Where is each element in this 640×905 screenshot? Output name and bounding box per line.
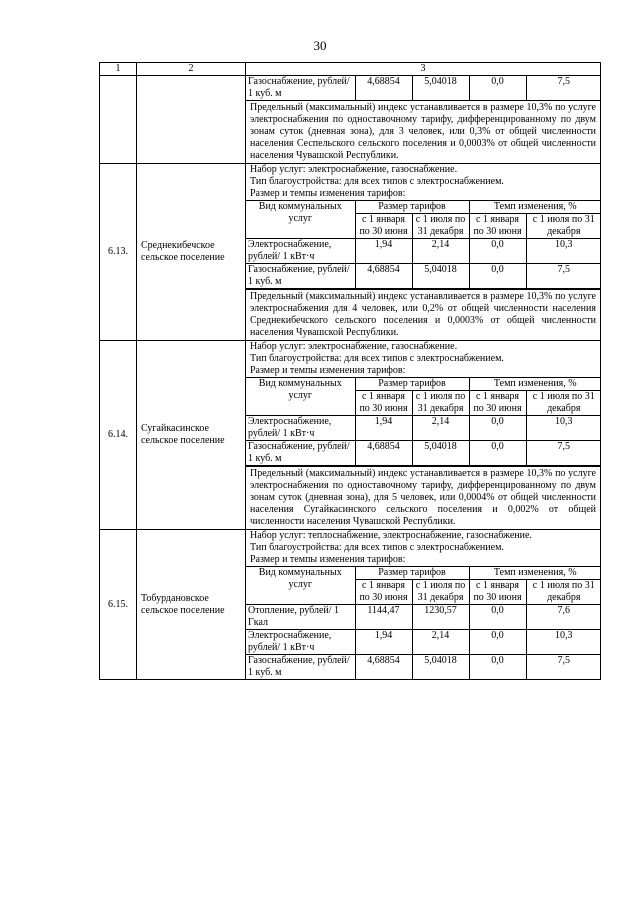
- col-service-header: Вид коммунальных услуг: [246, 201, 355, 239]
- header-col-3: 3: [246, 63, 601, 76]
- table-row: [100, 76, 601, 164]
- continuation-cell: [246, 76, 601, 164]
- sizes-text: Размер и темпы изменения тарифов:: [250, 554, 406, 565]
- tariff-table: [99, 62, 601, 680]
- improvement-text: Тип благоустройства: для всех типов с электроснабжением.: [250, 542, 504, 553]
- settlement-name: Тобурдановское сельское поселение: [137, 530, 246, 680]
- index-text: Предельный (максимальный) индекс устанавливается в размере 10,3% по услуге электроснабжения по одноставочному тарифу, дифференцированному по двум зонам суток (дневная зона), для 3 человек, или 0,3% от общей численности населения Сеспельского сельского поселения и 0,0003% от общей численности населения Чувашской Республики.: [250, 102, 596, 161]
- table-row: [100, 164, 601, 341]
- settlement-name: Среднекибечское сельское поселение: [137, 164, 246, 341]
- col-tariff-header: Размер тарифов: [355, 201, 469, 214]
- index-text: Предельный (максимальный) индекс устанавливается в размере 10,3% по услуге электроснабжения по одноставочному тарифу, дифференцированному по двум зонам суток (дневная зона), для 5 человек, или 0,0004% от общей численности населения Сугайкасинского сельского поселения и 0,002% от общей численности населения Чувашской Республики.: [246, 466, 600, 529]
- tariff-line: Газоснабжение, рублей/ 1 куб. м 4,68854 5,04018 0,0 7,5: [246, 76, 601, 101]
- tariff-subtable: Вид коммунальных услуг Размер тарифов Темп изменения, % с 1 января по 30 июня с 1 июля по 31 декабря с 1 января по 30 июня с 1 июля по 31 декабря Электроснабжение, рублей/ 1 кВт·ч 1,94 2,14 0,0 10,3 Газоснабжение, рублей/ 1 куб. м 4,68854 5,04018 0,0 7,5: [246, 377, 601, 466]
- settlement-name: Сугайкасинское сельское поселение: [137, 341, 246, 530]
- index-text: Предельный (максимальный) индекс устанавливается в размере 10,3% по услуге электроснабжения для 4 человек, или 0,2% от общей численности населения Среднекибечского сельского поселения и 0,0003% от общей численности населения Чувашской Республики.: [246, 289, 600, 340]
- col-rate-header: Темп изменения, %: [469, 378, 601, 391]
- table-row: [100, 530, 601, 680]
- tariff-line: Электроснабжение, рублей/ 1 кВт·ч 1,94 2,14 0,0 10,3: [246, 416, 601, 441]
- sizes-text: Размер и темпы изменения тарифов:: [250, 365, 406, 376]
- row-number: 6.13.: [100, 164, 137, 341]
- page-number: 30: [313, 38, 327, 53]
- tariff-line: Электроснабжение, рублей/ 1 кВт·ч 1,94 2,14 0,0 10,3: [246, 630, 601, 655]
- row-number: 6.14.: [100, 341, 137, 530]
- services-text: Набор услуг: электроснабжение, газоснабжение.: [250, 164, 458, 175]
- header-col-1: 1: [100, 63, 137, 76]
- col-tariff-header: Размер тарифов: [355, 378, 469, 391]
- row-number: 6.15.: [100, 530, 137, 680]
- tariff-line: Электроснабжение, рублей/ 1 кВт·ч 1,94 2,14 0,0 10,3: [246, 239, 601, 264]
- tariff-line: Газоснабжение, рублей/ 1 куб. м 4,68854 5,04018 0,0 7,5: [246, 655, 601, 680]
- table-row: [100, 341, 601, 530]
- improvement-text: Тип благоустройства: для всех типов с электроснабжением.: [250, 353, 504, 364]
- sizes-text: Размер и темпы изменения тарифов:: [250, 188, 406, 199]
- tariff-subtable: Вид коммунальных услуг Размер тарифов Темп изменения, % с 1 января по 30 июня с 1 июля по 31 декабря с 1 января по 30 июня с 1 июля по 31 декабря Электроснабжение, рублей/ 1 кВт·ч 1,94 2,14 0,0 10,3 Газоснабжение, рублей/ 1 куб. м 4,68854 5,04018 0,0 7,5: [246, 200, 601, 289]
- col-tariff-header: Размер тарифов: [355, 567, 469, 580]
- col-service-header: Вид коммунальных услуг: [246, 567, 355, 605]
- continuation-tariff-table: [246, 76, 601, 101]
- header-row: [100, 63, 601, 76]
- col-rate-header: Темп изменения, %: [469, 567, 601, 580]
- services-text: Набор услуг: электроснабжение, газоснабжение.: [250, 341, 458, 352]
- tariff-subtable: Вид коммунальных услуг Размер тарифов Темп изменения, % с 1 января по 30 июня с 1 июля по 31 декабря с 1 января по 30 июня с 1 июля по 31 декабря Отопление, рублей/ 1 Гкал 1144,47 1230,57 0,0 7,6 Электроснабжение, рублей/ 1 кВт·ч 1,94 2,14 0,0 10,3 Газоснабжение, рублей/ 1 куб. м 4,68854 5,04018 0,0 7,5: [246, 566, 601, 679]
- tariff-line: Газоснабжение, рублей/ 1 куб. м 4,68854 5,04018 0,0 7,5: [246, 441, 601, 466]
- improvement-text: Тип благоустройства: для всех типов с электроснабжением.: [250, 176, 504, 187]
- col-service-header: Вид коммунальных услуг: [246, 378, 355, 416]
- header-col-2: 2: [137, 63, 246, 76]
- tariff-line: Газоснабжение, рублей/ 1 куб. м 4,68854 5,04018 0,0 7,5: [246, 264, 601, 289]
- services-text: Набор услуг: теплоснабжение, электроснабжение, газоснабжение.: [250, 530, 532, 541]
- tariff-line: Отопление, рублей/ 1 Гкал 1144,47 1230,57 0,0 7,6: [246, 605, 601, 630]
- col-rate-header: Темп изменения, %: [469, 201, 601, 214]
